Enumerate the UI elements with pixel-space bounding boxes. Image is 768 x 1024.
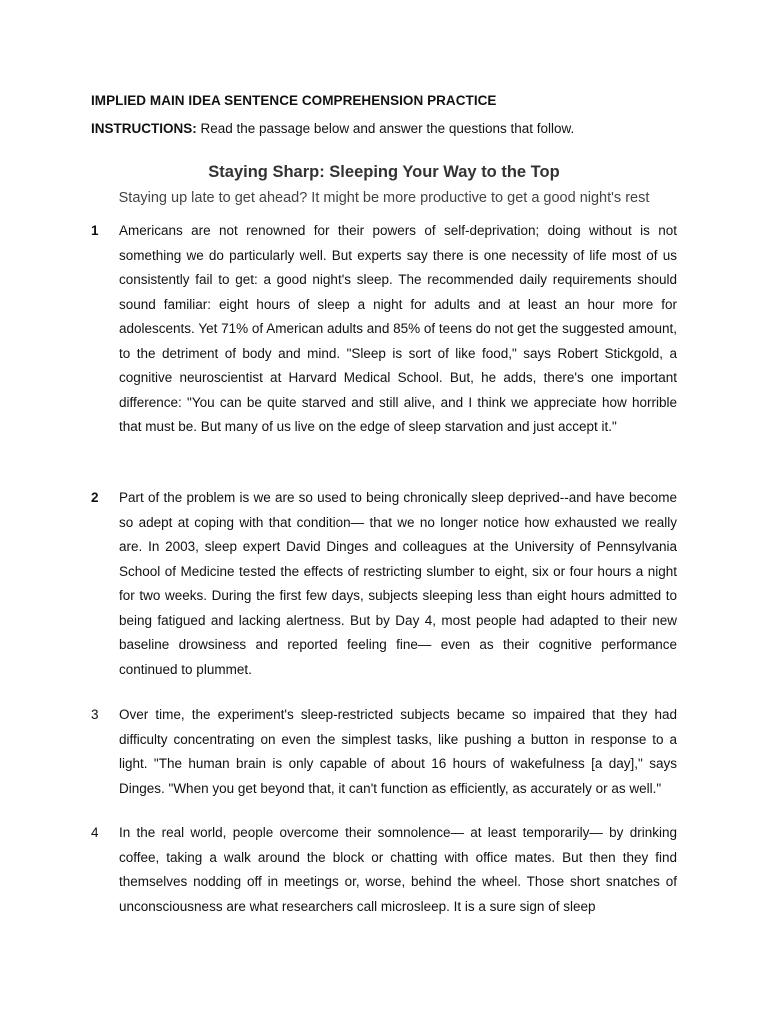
paragraph-number: 3 [91, 707, 99, 722]
paragraph-2 [91, 486, 677, 682]
paragraph-number: 4 [91, 825, 99, 840]
paragraph-3 [91, 703, 677, 801]
paragraph-number: 1 [91, 223, 99, 238]
paragraph-4 [91, 821, 677, 919]
instructions-label: INSTRUCTIONS: [91, 121, 197, 136]
paragraph-text: In the real world, people overcome their somnolence— at least temporarily— by drinking coffee, taking a walk around the block or chatting with office mates. But then they find themselves nodding off in meetings or, worse, behind the wheel. Those short snatches of unconsciousness are what researchers call microsleep. It is a sure sign of sleep [119, 825, 677, 914]
paragraph-text: Americans are not renowned for their powers of self-deprivation; doing without is not something we do particularly well. But experts say there is one necessity of life most of us consistently fail to get: a good night's sleep. The recommended daily requirements should sound familiar: eight hours of sleep a night for adults and at least an hour more for adolescents. Yet 71% of American adults and 85% of teens do not get the suggested amount, to the detriment of body and mind. "Sleep is sort of like food," says Robert Stickgold, a cognitive neuroscientist at Harvard Medical School. But, he adds, there's one important difference: "You can be quite starved and still alive, and I think we appreciate how horrible that must be. But many of us live on the edge of sleep starvation and just accept it." [119, 223, 677, 434]
worksheet-heading: IMPLIED MAIN IDEA SENTENCE COMPREHENSION PRACTICE [91, 93, 497, 108]
paragraph-1 [91, 219, 677, 440]
passage-subtitle: Staying up late to get ahead? It might be more productive to get a good night's rest [118, 190, 650, 206]
paragraph-text: Part of the problem is we are so used to being chronically sleep deprived--and have become so adept at coping with that condition— that we no longer notice how exhausted we really are. In 2003, sleep expert David Dinges and colleagues at the University of Pennsylvania School of Medicine tested the effects of restricting slumber to eight, six or four hours a night for two weeks. During the first few days, subjects sleeping less than eight hours admitted to being fatigued and lacking alertness. But by Day 4, most people had adapted to their new baseline drowsiness and reported feeling fine— even as their cognitive performance continued to plummet. [119, 490, 677, 677]
instructions [91, 121, 574, 136]
paragraph-number: 2 [91, 490, 99, 505]
paragraph-text: Over time, the experiment's sleep-restricted subjects became so impaired that they had difficulty concentrating on even the simplest tasks, like pushing a button in response to a light. "The human brain is only capable of about 16 hours of wakefulness [a day]," says Dinges. "When you get beyond that, it can't function as efficiently, as accurately or as well." [119, 707, 677, 796]
instructions-text: Read the passage below and answer the questions that follow. [196, 121, 575, 136]
passage-title: Staying Sharp: Sleeping Your Way to the Top [208, 163, 560, 181]
